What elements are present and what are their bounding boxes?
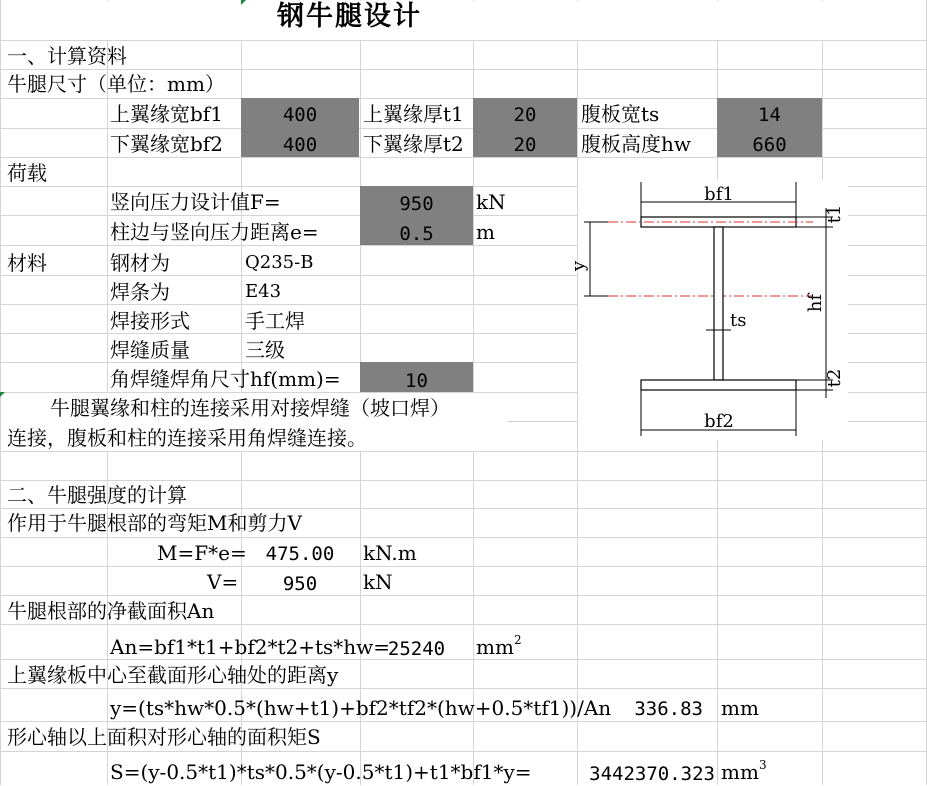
- bottom-flange: [641, 380, 796, 390]
- i-section-svg: [568, 180, 848, 440]
- first-moment-formula: S=(y-0.5*t1)*ts*0.5*(y-0.5*t1)+t1*bf1*y=: [110, 760, 532, 784]
- centroid-distance-unit: mm: [721, 696, 759, 720]
- section-heading: 二、牛腿强度的计算: [7, 483, 187, 507]
- net-area-unit-text: mm: [476, 635, 514, 659]
- hf-dim-label: hf: [805, 293, 826, 313]
- gridline: [0, 595, 927, 596]
- ts-input[interactable]: 14: [758, 104, 781, 126]
- dimension-heading: 牛腿尺寸（单位：mm）: [7, 72, 225, 96]
- centroid-distance-value[interactable]: 336.83: [634, 698, 703, 720]
- ts-dim-label: ts: [730, 310, 747, 331]
- moment-shear-heading: 作用于牛腿根部的弯矩M和剪力V: [7, 511, 302, 535]
- gridline: [0, 508, 927, 509]
- material-heading: 材料: [7, 251, 47, 275]
- t1-dim-label: t1: [824, 204, 845, 224]
- rod-label: 焊条为: [110, 280, 170, 304]
- weld-form-value[interactable]: 手工焊: [245, 309, 305, 333]
- cell-marker: [0, 392, 5, 397]
- note-line-1: 牛腿翼缘和柱的连接采用对接焊缝（坡口焊）: [50, 396, 450, 420]
- cell-marker: [241, 0, 246, 5]
- bf2-input[interactable]: 400: [282, 134, 318, 156]
- first-moment-value[interactable]: 3442370.323: [589, 763, 715, 785]
- bf2-label: 下翼缘宽bf2: [110, 132, 223, 156]
- net-area-heading: 牛腿根部的净截面积An: [7, 599, 215, 623]
- t2-input[interactable]: 20: [513, 134, 537, 156]
- weld-quality-label: 焊缝质量: [110, 338, 190, 362]
- force-input[interactable]: 950: [399, 193, 434, 215]
- force-unit: kN: [476, 190, 506, 214]
- centroid-formula: y=(ts*hw*0.5*(hw+t1)+bf2*tf2*(hw+0.5*tf1))/An: [110, 696, 612, 720]
- section-heading: 一、计算资料: [7, 44, 127, 68]
- t2-label: 下翼缘厚t2: [363, 132, 464, 156]
- weld-quality-value[interactable]: 三级: [245, 338, 285, 362]
- first-moment-unit-text: mm: [721, 760, 759, 784]
- gridline: [0, 69, 927, 70]
- title-merged-cell: [1, 1, 926, 40]
- gridline: [0, 537, 927, 538]
- web: [714, 227, 723, 380]
- weld-form-label: 焊接形式: [110, 309, 190, 333]
- shear-value[interactable]: 950: [282, 573, 318, 595]
- force-label: 竖向压力设计值F=: [110, 190, 281, 214]
- net-area-formula: An=bf1*t1+bf2*t2+ts*hw=: [110, 635, 391, 659]
- bf1-dim-label: bf1: [704, 184, 734, 205]
- t2-dim-label: t2: [824, 368, 845, 388]
- net-area-unit-sup: 2: [513, 633, 522, 647]
- gridline: [0, 721, 927, 722]
- net-area-unit: [476, 633, 522, 661]
- eccentricity-unit: m: [476, 220, 495, 244]
- moment-value[interactable]: 475.00: [265, 543, 335, 565]
- gridline: [0, 566, 927, 567]
- shear-label: V=: [207, 570, 239, 594]
- net-area-value[interactable]: 25240: [387, 638, 446, 660]
- eccentricity-label: 柱边与竖向压力距离e=: [110, 220, 319, 244]
- bf1-input[interactable]: 400: [282, 104, 318, 126]
- gridline: [0, 751, 927, 752]
- eccentricity-input[interactable]: 0.5: [399, 223, 434, 245]
- first-moment-unit: [721, 758, 767, 786]
- centroid-formula-clip: [108, 695, 612, 720]
- t1-label: 上翼缘厚t1: [363, 102, 464, 126]
- gridline: [0, 624, 927, 625]
- page-title: 钢牛腿设计: [277, 1, 422, 32]
- fillet-size-input[interactable]: 10: [405, 370, 428, 392]
- gridline: [0, 451, 927, 452]
- steel-value[interactable]: Q235-B: [245, 252, 314, 273]
- hw-input[interactable]: 660: [752, 134, 787, 156]
- hw-label: 腹板高度hw: [581, 132, 691, 156]
- gridline: [0, 40, 927, 41]
- shear-unit: kN: [363, 570, 393, 594]
- first-moment-heading: 形心轴以上面积对形心轴的面积矩S: [7, 725, 321, 749]
- ts-label: 腹板宽ts: [581, 102, 660, 126]
- i-section-diagram: [568, 180, 848, 440]
- centroid-distance-heading: 上翼缘板中心至截面形心轴处的距离y: [7, 663, 339, 687]
- note-line-2: 连接，腹板和柱的连接采用角焊缝连接。: [7, 426, 367, 450]
- t1-input[interactable]: 20: [513, 104, 537, 126]
- fillet-size-label: 角焊缝焊角尺寸hf(mm)=: [110, 367, 341, 391]
- gridline: [0, 157, 927, 158]
- moment-unit: kN.m: [363, 541, 417, 565]
- rod-value[interactable]: E43: [245, 281, 282, 302]
- first-moment-unit-sup: 3: [758, 758, 767, 772]
- steel-label: 钢材为: [110, 251, 170, 275]
- load-heading: 荷载: [7, 161, 47, 185]
- moment-label: M=F*e=: [157, 541, 247, 565]
- bf1-label: 上翼缘宽bf1: [110, 102, 223, 126]
- gridline: [0, 688, 927, 689]
- bf2-dim-label: bf2: [704, 411, 734, 432]
- gridline: [0, 480, 927, 481]
- y-dim-label: y: [568, 260, 589, 272]
